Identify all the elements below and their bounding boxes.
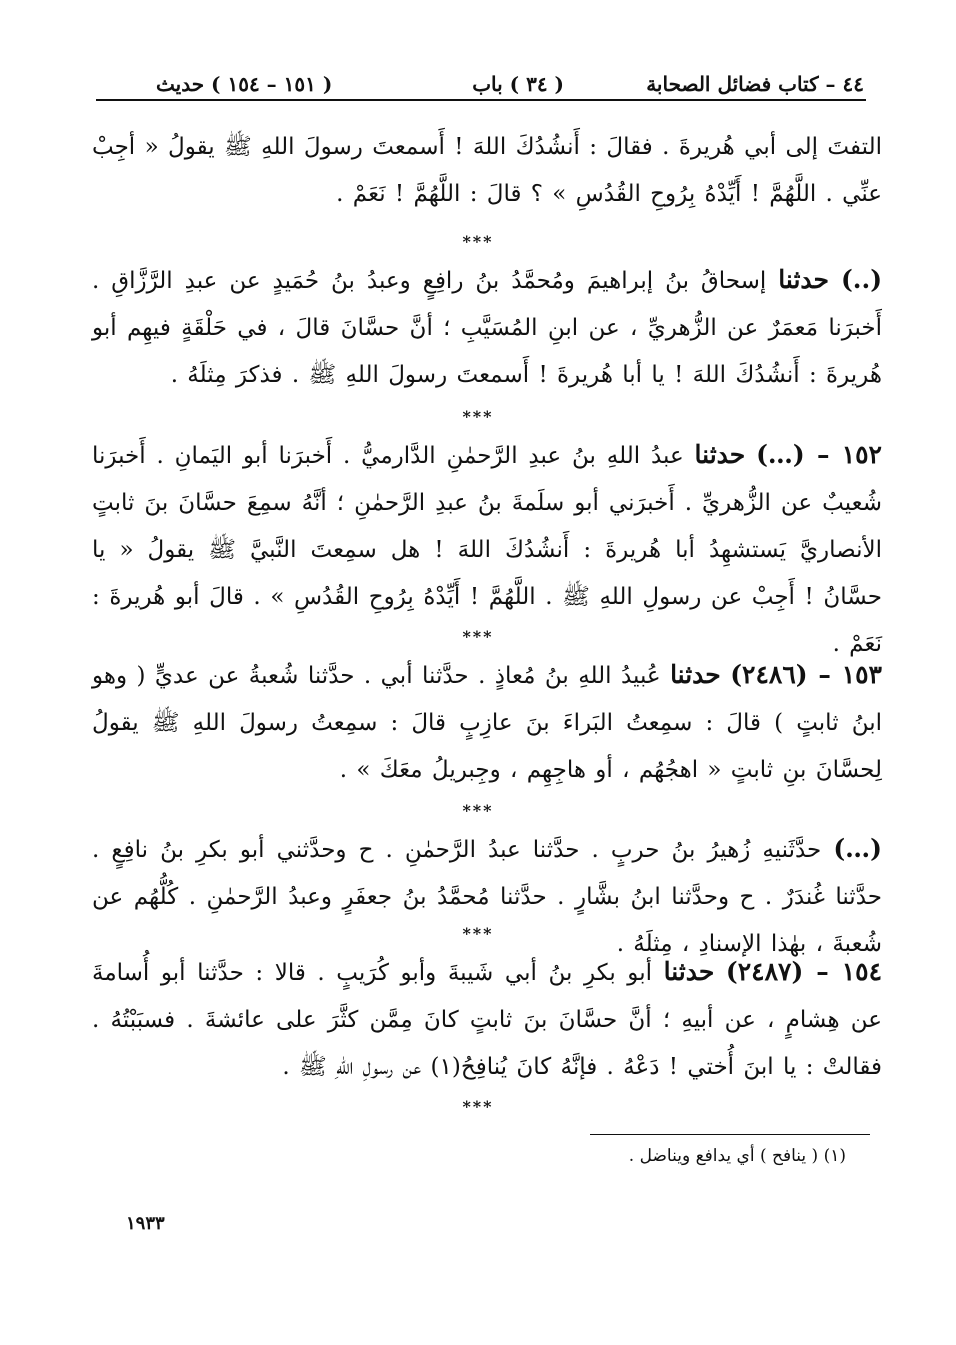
footnote: (١) ( ينافح ) أي يدافع ويناضل . (628, 1146, 846, 1166)
hadith-text: عبدُ اللهِ بنُ عبدِ الرَّحمٰنِ الدَّارميُّ . أَخبرَنا أبو اليَمانِ . أَخبرَنا شُعيبٌ عن الزُّهريِّ . أَخبرَني أبو سلَمةَ بنُ عبدِ الرَّحمٰنِ ؛ أنَّهُ سمِعَ حسَّانَ بنَ ثابتٍ الأنصاريَّ يَستشهِدُ أبا هُريرةَ : أَنشُدُكَ اللهَ ! هل سمِعتَ النَّبيَّ ﷺ يقولُ « يا حسَّانُ ! أَجِبْ عن رسولِ اللهِ ﷺ . اللَّهُمَّ ! أَيِّدْهُ بِرُوحِ القُدُسِ » . قالَ أبو هُريرةَ : نَعَمْ . (92, 443, 882, 657)
header-rule (96, 99, 866, 101)
separator-stars: *** (462, 924, 494, 943)
separator-stars: *** (462, 801, 494, 820)
hadith-block (92, 825, 882, 968)
hadith-block (92, 948, 882, 1091)
hadith-number: (…) (833, 834, 883, 863)
running-header (96, 70, 864, 100)
hadith-keyword: حدثنا (663, 957, 715, 986)
separator-stars: *** (462, 232, 494, 251)
separator-stars: *** (462, 627, 494, 646)
hadith-block (92, 256, 882, 399)
hadith-number: ١٥٢ – (…) (756, 440, 882, 469)
hadith-keyword: حدثنا (670, 660, 721, 689)
hadith-text: إسحاقُ بنُ إبراهيمَ ومُحمَّدُ بنُ رافِعٍ وعبدُ بنُ حُمَيدٍ عن عبدِ الرَّزَّاقِ . أَخبرَنا مَعمَرٌ عن الزُّهريِّ ، عن ابنِ المُسَيَّبِ ؛ أنَّ حسَّانَ قالَ ، في حَلْقَةٍ فيهِم أبو هُريرةَ : أَنشُدُكَ اللهَ ! يا أبا هُريرةَ ! أَسمعتَ رسولَ اللهِ ﷺ . فذكرَ مِثلَهُ . (92, 268, 882, 388)
hadith-text: عُبيدُ اللهِ بنُ مُعاذٍ . حدَّثنا أبي . حدَّثنا شُعبةُ عن عديٍّ ( وهو ابنُ ثابتٍ ) قالَ : سمِعتُ البَراءَ بنَ عازِبٍ قالَ : سمِعتُ رسولَ اللهِ ﷺ يقولُ لِحسَّانَ بنِ ثابتٍ « اهجُهُم ، أو هاجِهِم ، وجِبريلُ معَكَ » . (92, 663, 882, 783)
header-hadith-range: ( ١٥١ – ١٥٤ ) حديث (156, 72, 333, 96)
hadith-text: حدَّثَنيهِ زُهيرُ بنُ حربٍ . حدَّثنا عبدُ الرَّحمٰنِ . ح وحدَّثني أبو بكرِ بنُ نافِعٍ . حدَّثنا غُندَرٌ . ح وحدَّثنا ابنُ بشَّارٍ . حدَّثنا مُحمَّدُ بنُ جعفَرٍ وعبدُ الرَّحمٰنِ . كُلُّهُم عن شُعبةَ ، بهٰذا الإسنادِ ، مِثلَهُ . (92, 837, 882, 957)
hadith-continuation (92, 124, 882, 218)
hadith-text: التفتَ إلى أبي هُريرةَ . فقالَ : أَنشُدُكَ اللهَ ! أَسمعتَ رسولَ اللهِ ﷺ يقولُ « أجِبْ عنِّي . اللَّهُمَّ ! أَيِّدْهُ بِرُوحِ القُدُسِ » ؟ قالَ : اللَّهُمَّ ! نَعَمْ . (92, 134, 882, 207)
hadith-text: أبو بكرِ بنُ أبي شَيبةَ وأبو كُرَيبٍ . قالا : حدَّثنا أبو أُسامةَ عن هِشامٍ ، عن أبيهِ ؛ أنَّ حسَّانَ بنَ ثابتٍ كانَ مِمَّن كثَّرَ على عائشةَ . فسبَبْتُهُ . فقالتْ : يا ابنَ أُختي ! دَعْهُ . فإنَّهُ كانَ يُنافِحُ(١) عن رسولِ اللهِ ﷺ . (92, 960, 882, 1080)
hadith-number: ١٥٣ – (٢٤٨٦) (730, 660, 882, 689)
hadith-keyword: حدثنا (694, 440, 746, 469)
hadith-block (92, 651, 882, 794)
header-chapter: ( ٣٤ ) باب (472, 72, 564, 96)
separator-stars: *** (462, 1097, 494, 1116)
separator-stars: *** (462, 407, 494, 426)
header-book-title: ٤٤ – كتاب فضائل الصحابة (646, 72, 864, 96)
hadith-keyword: حدثنا (778, 265, 829, 294)
page-number: ١٩٣٣ (126, 1213, 165, 1234)
footnote-rule (590, 1134, 870, 1135)
hadith-number: ١٥٤ – (٢٤٨٧) (725, 957, 883, 986)
hadith-number: (..) (840, 265, 883, 294)
